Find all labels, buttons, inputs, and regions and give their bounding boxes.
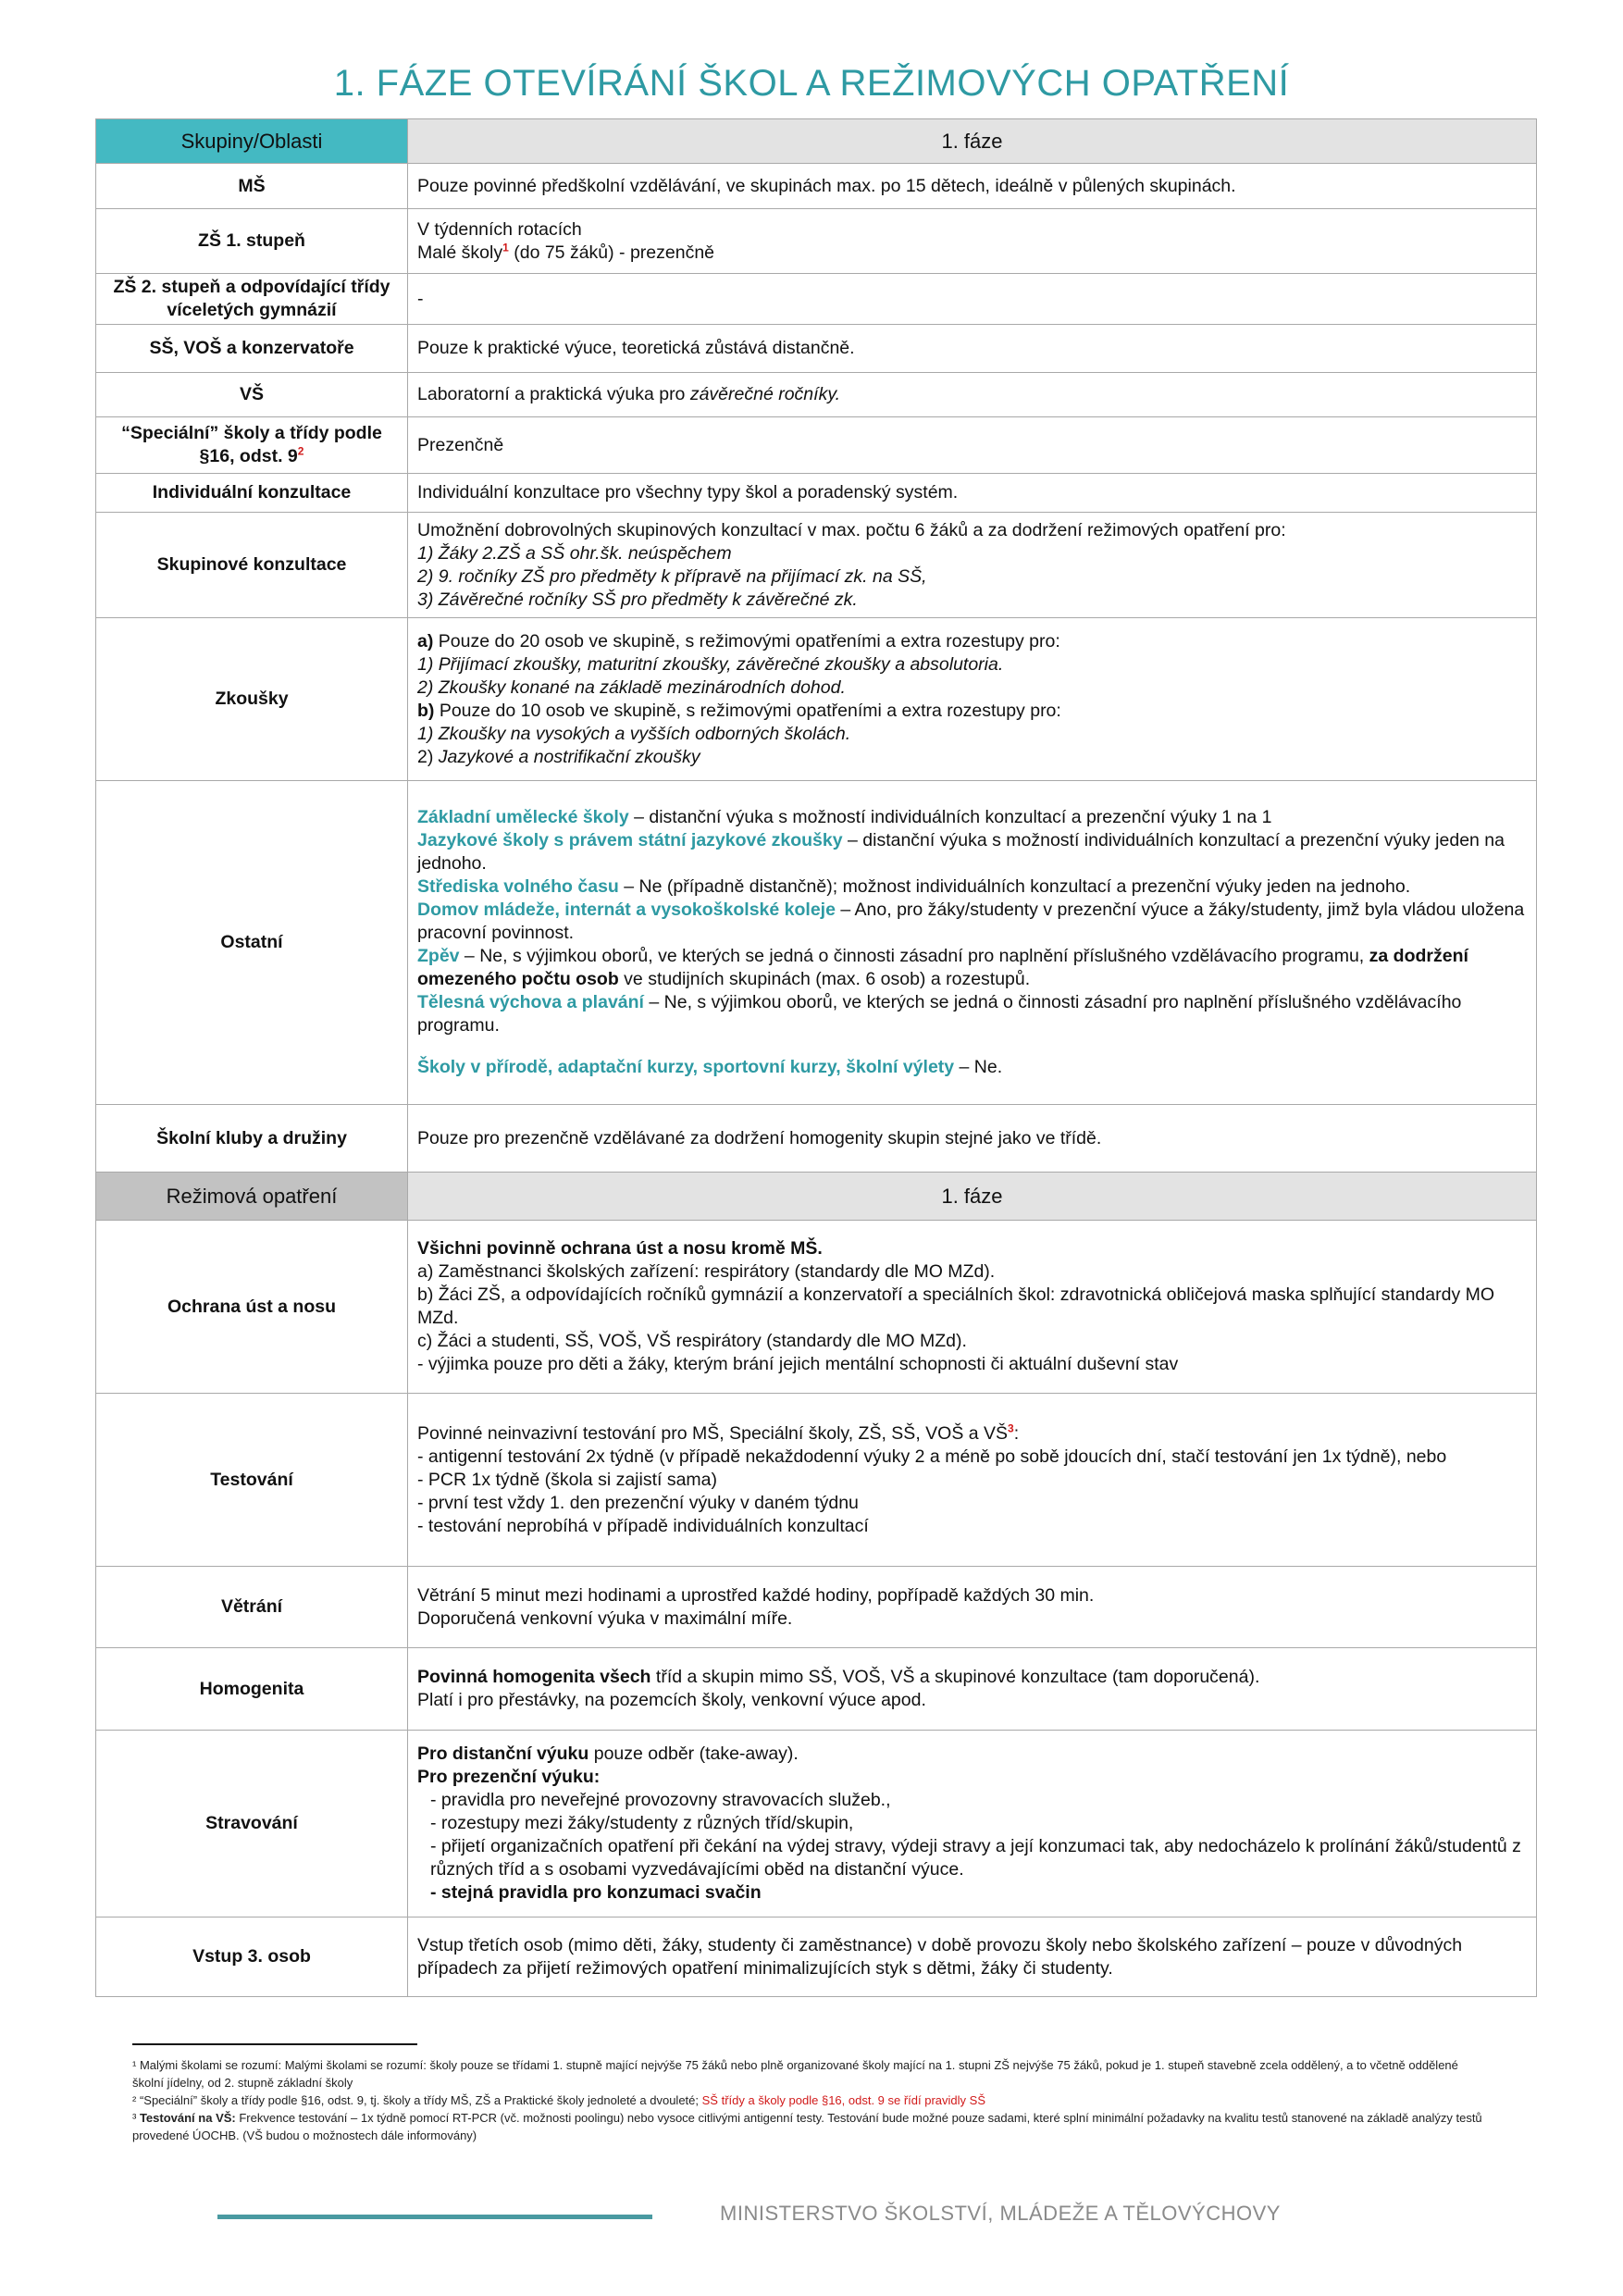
- list-item: - antigenní testování 2x týdně (v případě nekaždodenní výuky 2 a méně po sobě jdoucích dní, stačí testování jen 1x týdně), nebo: [417, 1446, 1447, 1467]
- row-content: Vstup třetích osob (mimo děti, žáky, studenty či zaměstnance) v době provozu školy nebo školského zařízení – pouze v důvodných případech za přijetí režimových opatření minimalizujících styk s dětmi, žáky či studenty.: [408, 1917, 1537, 1997]
- row-clubs: [96, 1105, 1537, 1173]
- list-item: 2) Jazykové a nostrifikační zkoušky: [417, 746, 700, 767]
- row-content: Pouze pro prezenčně vzdělávané za dodržení homogenity skupin stejné jako ve třídě.: [408, 1105, 1537, 1173]
- list-item: 2) 9. ročníky ZŠ pro předměty k přípravě na přijímací zk. na SŠ,: [417, 565, 927, 587]
- row-testing: [96, 1394, 1537, 1567]
- list-item: - přijetí organizačních opatření při čekání na výdej stravy, výdeji stravy a její konzumaci tak, aby nedocházelo k prolínání žáků/studentů z různých tříd a s osobami vyzvedávajícími oběd na distanční výuce.: [430, 1836, 1521, 1880]
- row-label: VŠ: [96, 373, 408, 417]
- ministry-footer: MINISTERSTVO ŠKOLSTVÍ, MLÁDEŽE A TĚLOVÝCHOVY: [720, 2202, 1281, 2225]
- row-ventilation: [96, 1567, 1537, 1648]
- list-item: 1) Přijímací zkoušky, maturitní zkoušky, závěrečné zkoušky a absolutoria.: [417, 653, 1004, 675]
- header-regime: Režimová opatření: [96, 1173, 408, 1221]
- row-label: Skupinové konzultace: [96, 513, 408, 618]
- footnote-ref-3: 3: [1008, 1421, 1014, 1434]
- row-content: Všichni povinně ochrana úst a nosu kromě MŠ. a) Zaměstnanci školských zařízení: respirátory (standardy dle MO MZd). b) Žáci ZŠ, a odpovídajících ročníků gymnázií a konzervatoří a speciálních škol: zdravotnická obličejová maska splňující standardy MO MZd. c) Žáci a studenti, SŠ, VOŠ, VŠ respirátory (standardy dle MO MZd). - výjimka pouze pro děti a žáky, kterým brání jejich mentální schopnosti či aktuální duševní stav: [408, 1221, 1537, 1394]
- row-content: [408, 209, 1537, 274]
- row-content: -: [408, 274, 1537, 325]
- list-item: 1) Zkoušky na vysokých a vyšších odborných školách.: [417, 723, 851, 744]
- row-label: Stravování: [96, 1731, 408, 1917]
- row-label: ZŠ 1. stupeň: [96, 209, 408, 274]
- header-phase: 1. fáze: [408, 119, 1537, 164]
- footnote-3: ³ Testování na VŠ: Frekvence testování – 1x týdně pomocí RT-PCR (vč. možnosti poolingu) nebo vysoce citlivými antigenní testy. Testování bude možné pouze sadami, které splní minimální požadavky na kvalitu testů stanovené na základě analýzy testů provedené ÚOCHB. (VŠ budou o možnostech dále informovány): [132, 2111, 1482, 2142]
- row-label: Zkoušky: [96, 618, 408, 781]
- footnote-divider: [132, 2043, 417, 2045]
- footer-accent-bar: [217, 2215, 652, 2219]
- row-zs2: [96, 274, 1537, 325]
- row-content: Laboratorní a praktická výuka pro závěrečné ročníky.: [408, 373, 1537, 417]
- table-header-row-regime: [96, 1173, 1537, 1221]
- row-label: Ochrana úst a nosu: [96, 1221, 408, 1394]
- row-group-consult: [96, 513, 1537, 618]
- row-content: Individuální konzultace pro všechny typy škol a poradenský systém.: [408, 474, 1537, 513]
- list-item: 3) Závěrečné ročníky SŠ pro předměty k závěrečné zk.: [417, 589, 858, 610]
- row-content: Pouze povinné předškolní vzdělávání, ve skupinách max. po 15 dětech, ideálně v půlených skupinách.: [408, 164, 1537, 209]
- list-item: 1) Žáky 2.ZŠ a SŠ ohr.šk. neúspěchem: [417, 542, 732, 564]
- row-zs1: [96, 209, 1537, 274]
- row-special: [96, 417, 1537, 474]
- row-label: Homogenita: [96, 1648, 408, 1731]
- table-header-row: [96, 119, 1537, 164]
- row-label: SŠ, VOŠ a konzervatoře: [96, 325, 408, 373]
- row-content: a) Pouze do 20 osob ve skupině, s režimovými opatřeními a extra rozestupy pro: 1) Přijímací zkoušky, maturitní zkoušky, závěrečné zkoušky a absolutoria. 2) Zkoušky konané na základě mezinárodních dohod. b) Pouze do 10 osob ve skupině, s režimovými opatřeními a extra rozestupy pro: 1) Zkoušky na vysokých a vyšších odborných školách. 2) Jazykové a nostrifikační zkoušky: [408, 618, 1537, 781]
- row-content: Povinné neinvazivní testování pro MŠ, Speciální školy, ZŠ, SŠ, VOŠ a $VŠ^3$: - antigenní testování 2x týdně (v případě nekaždodenní výuky 2 a méně po sobě jdoucích dní, stačí testování jen 1x týdně), nebo - PCR 1x týdně (škola si zajistí sama) - první test vždy 1. den prezenční výuky v daném týdnu - testování neprobíhá v případě individuálních konzultací: [408, 1394, 1537, 1567]
- header-phase: 1. fáze: [408, 1173, 1537, 1221]
- row-content: Větrání 5 minut mezi hodinami a uprostřed každé hodiny, popřípadě každých 30 min. Doporučená venkovní výuka v maximální míře.: [408, 1567, 1537, 1648]
- row-label: Školní kluby a družiny: [96, 1105, 408, 1173]
- row-individual: [96, 474, 1537, 513]
- row-face-mask: [96, 1221, 1537, 1394]
- row-label: ZŠ 2. stupeň a odpovídající třídy víceletých gymnázií: [96, 274, 408, 325]
- row-ms: [96, 164, 1537, 209]
- row-ss: [96, 325, 1537, 373]
- row-label: Vstup 3. osob: [96, 1917, 408, 1997]
- row-content: Prezenčně: [408, 417, 1537, 474]
- footnote-1: ¹ Malými školami se rozumí: Malými školami se rozumí: školy pouze se třídami 1. stupně mající nejvýše 75 žáků nebo plně organizované školy mající na 1. stupni ZŠ nejvýše 75 žáků, pokud je 1. stupeň stavebně zcela oddělený, a to včetně oddělené školní jídelny, od 2. stupně základní školy: [132, 2058, 1458, 2090]
- row-label: Individuální konzultace: [96, 474, 408, 513]
- row-label: Ostatní: [96, 781, 408, 1105]
- header-groups: Skupiny/Oblasti: [96, 119, 408, 164]
- footnote-ref-2: 2: [297, 444, 304, 458]
- row-homogeneity: [96, 1648, 1537, 1731]
- list-item: - testování neprobíhá v případě individuálních konzultací: [417, 1515, 869, 1536]
- row-third-persons: [96, 1917, 1537, 1997]
- row-content: Pro distanční výuku pouze odběr (take-away). Pro prezenční výuku: - pravidla pro neveřejné provozovny stravovacích služeb., - rozestupy mezi žáky/studenty z různých tříd/skupin, - přijetí organizačních opatření při čekání na výdej stravy, výdeji stravy a její konzumaci tak, aby nedocházelo k prolínání žáků/studentů z různých tříd a s osobami vyzvedávajícími oběd na distanční výuce. - stejná pravidla pro konzumaci svačin: [408, 1731, 1537, 1917]
- list-item: - pravidla pro neveřejné provozovny stravovacích služeb.,: [430, 1790, 891, 1810]
- row-label: Testování: [96, 1394, 408, 1567]
- phase-table: [95, 118, 1537, 1997]
- row-exams: [96, 618, 1537, 781]
- footnote-2: ² “Speciální” školy a třídy podle §16, odst. 9, tj. školy a třídy MŠ, ZŠ a Praktické školy jednoleté a dvouleté; SŠ třídy a školy podle §16, odst. 9 se řídí pravidly SŠ: [132, 2093, 986, 2107]
- row-content: Pouze k praktické výuce, teoretická zůstává distančně.: [408, 325, 1537, 373]
- list-item: 2) Zkoušky konané na základě mezinárodních dohod.: [417, 676, 846, 698]
- list-item: - rozestupy mezi žáky/studenty z různých tříd/skupin,: [430, 1813, 854, 1833]
- text-line: Malé školy$^1$ (do 75 žáků) - prezenčně: [417, 241, 715, 263]
- row-content: Umožnění dobrovolných skupinových konzultací v max. počtu 6 žáků a za dodržení režimových opatření pro: 1) Žáky 2.ZŠ a SŠ ohr.šk. neúspěchem 2) 9. ročníky ZŠ pro předměty k přípravě na přijímací zk. na SŠ, 3) Závěrečné ročníky SŠ pro předměty k závěrečné zk.: [408, 513, 1537, 618]
- list-item: - stejná pravidla pro konzumaci svačin: [430, 1882, 762, 1903]
- page-title: 1. FÁZE OTEVÍRÁNÍ ŠKOL A REŽIMOVÝCH OPATŘENÍ: [333, 63, 1290, 104]
- footnotes: [132, 2056, 1483, 2144]
- footnote-ref-1: 1: [502, 241, 509, 254]
- row-content: Základní umělecké školy – distanční výuka s možností individuálních konzultací a prezenční výuky 1 na 1 Jazykové školy s právem státní jazykové zkoušky – distanční výuka s možností individuálních konzultací a prezenční výuky jeden na jednoho. Střediska volného času – Ne (případně distančně); možnost individuálních konzultací a prezenční výuky jeden na jednoho. Domov mládeže, internát a vysokoškolské koleje – Ano, pro žáky/studenty v prezenční výuce a žáky/studenty, jimž byla vládou uložena pracovní povinnost. Zpěv – Ne, s výjimkou oborů, ve kterých se jedná o činnosti zásadní pro naplnění příslušného vzdělávacího programu, za dodržení omezeného počtu osob ve studijních skupinách (max. 6 osob) a rozestupů. Tělesná výchova a plavání – Ne, s výjimkou oborů, ve kterých se jedná o činnosti zásadní pro naplnění příslušného vzdělávacího programu. Školy v přírodě, adaptační kurzy, sportovní kurzy, školní výlety – Ne.: [408, 781, 1537, 1105]
- list-item: - první test vždy 1. den prezenční výuky v daném týdnu: [417, 1492, 859, 1513]
- row-other: [96, 781, 1537, 1105]
- row-label: Větrání: [96, 1567, 408, 1648]
- list-item: - PCR 1x týdně (škola si zajistí sama): [417, 1469, 718, 1490]
- row-label: MŠ: [96, 164, 408, 209]
- text-line: V týdenních rotacích: [417, 218, 582, 240]
- row-vs: [96, 373, 1537, 417]
- row-content: Povinná homogenita všech tříd a skupin mimo SŠ, VOŠ, VŠ a skupinové konzultace (tam doporučená). Platí i pro přestávky, na pozemcích školy, venkovní výuce apod.: [408, 1648, 1537, 1731]
- row-catering: [96, 1731, 1537, 1917]
- row-label: “Speciální” školy a třídy podle §16, odst. $9^2$: [96, 417, 408, 474]
